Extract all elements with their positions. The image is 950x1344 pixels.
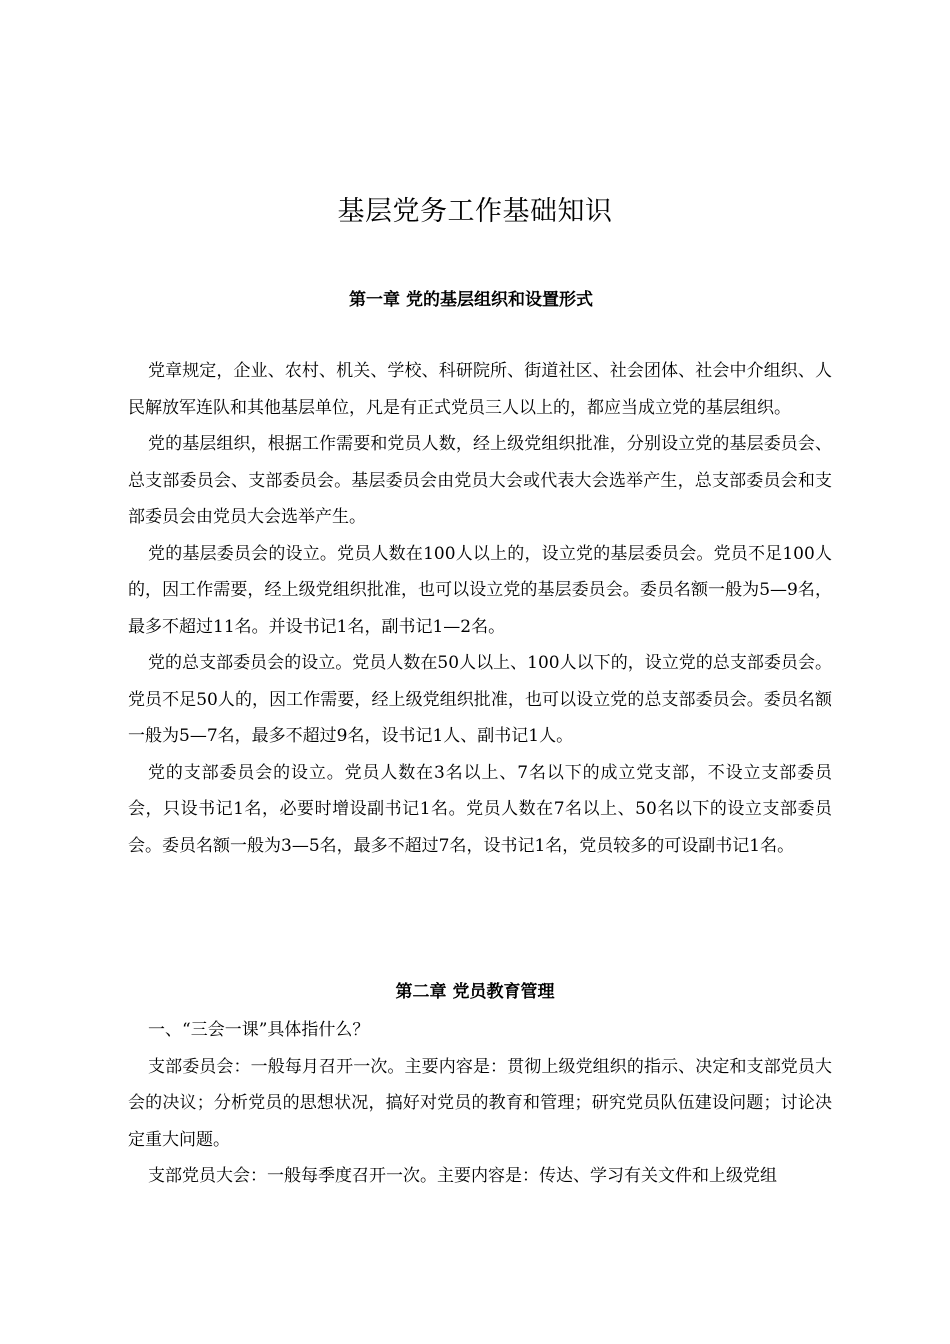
chapter-1-body (128, 353, 832, 864)
paragraph: 党章规定，企业、农村、机关、学校、科研院所、街道社区、社会团体、社会中介组织、人民解放军连队和其他基层单位，凡是有正式党员三人以上的，都应当成立党的基层组织。 (128, 361, 832, 418)
chapter-2-body (128, 1012, 832, 1195)
paragraph: 党的基层组织，根据工作需要和党员人数，经上级党组织批准，分别设立党的基层委员会、总支部委员会、支部委员会。基层委员会由党员大会或代表大会选举产生，总支部委员会和支部委员会由党员大会选举产生。 (128, 434, 832, 527)
paragraph: 党的总支部委员会的设立。党员人数在50人以上、100人以下的，设立党的总支部委员会。党员不足50人的，因工作需要，经上级党组织批准，也可以设立党的总支部委员会。委员名额一般为5—7名，最多不超过9名，设书记1人、副书记1人。 (128, 653, 832, 746)
chapter-2-heading: 第二章 党员教育管理 (395, 982, 555, 1002)
paragraph: 支部党员大会：一般每季度召开一次。主要内容是：传达、学习有关文件和上级党组 (148, 1166, 777, 1186)
document-title: 基层党务工作基础知识 (337, 196, 613, 227)
chapter-1-heading: 第一章 党的基层组织和设置形式 (349, 290, 593, 310)
paragraph: 党的基层委员会的设立。党员人数在100人以上的，设立党的基层委员会。党员不足100人的，因工作需要，经上级党组织批准，也可以设立党的基层委员会。委员名额一般为5—9名，最多不超过11名。并设书记1名，副书记1—2名。 (128, 543, 832, 637)
paragraph: 党的支部委员会的设立。党员人数在3名以上、7名以下的成立党支部，不设立支部委员会，只设书记1名，必要时增设副书记1名。党员人数在7名以上、50名以下的设立支部委员会。委员名额一般为3—5名，最多不超过7名，设书记1名，党员较多的可设副书记1名。 (128, 762, 832, 856)
paragraph: 支部委员会：一般每月召开一次。主要内容是：贯彻上级党组织的指示、决定和支部党员大会的决议；分析党员的思想状况，搞好对党员的教育和管理；研究党员队伍建设问题；讨论决定重大问题。 (128, 1056, 832, 1150)
question-heading: 一、“三会一课”具体指什么？ (148, 1020, 370, 1040)
